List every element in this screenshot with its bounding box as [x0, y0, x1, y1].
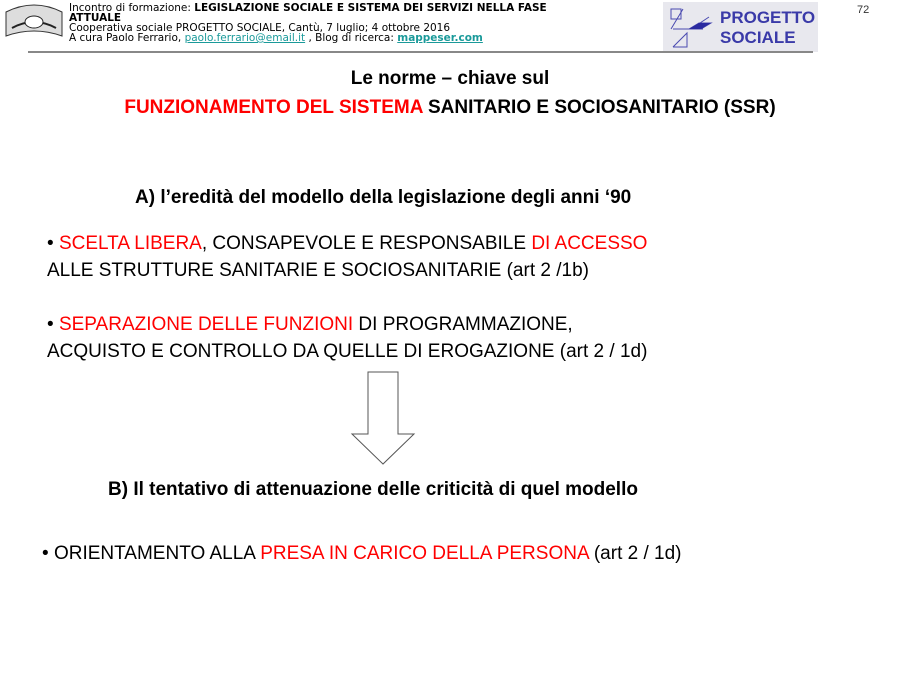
title-line2: [0, 97, 900, 119]
highlight: SCELTA LIBERA: [58, 233, 202, 254]
email-link[interactable]: paolo.ferrario@email.it: [184, 32, 306, 44]
bullet: •: [47, 233, 59, 254]
highlight: DI ACCESSO: [531, 233, 648, 254]
bullet-scelta-cont: ALLE STRUTTURE SANITARIE E SOCIOSANITARIE (art 2 /1b): [47, 260, 589, 281]
logo-text: SOCIALE: [720, 28, 796, 47]
page-number: 72: [857, 4, 870, 16]
header-info: [69, 3, 547, 43]
logo-text: PROGETTO: [720, 8, 816, 27]
course-title-cont: ATTUALE: [69, 12, 122, 24]
title-line1: Le norme – chiave sul: [350, 68, 550, 89]
text: (art 2 / 1d): [588, 543, 682, 564]
handshake-logo-icon: [4, 2, 64, 40]
bullet: •: [42, 543, 54, 564]
blog-label: , Blog di ricerca:: [305, 32, 398, 44]
bullet-scelta: [47, 233, 647, 255]
section-b-heading: B) Il tentativo di attenuazione delle criticità di quel modello: [108, 479, 638, 500]
header-prefix: Incontro di formazione:: [69, 2, 195, 14]
header-divider: [28, 51, 813, 53]
bullet-presa-in-carico: [42, 543, 682, 565]
highlight: SEPARAZIONE DELLE FUNZIONI: [58, 314, 354, 335]
highlight: PRESA IN CARICO DELLA PERSONA: [260, 543, 589, 564]
course-title: LEGISLAZIONE SOCIALE E SISTEMA DEI SERVIZI NELLA FASE: [194, 2, 547, 14]
bullet-separazione-cont: ACQUISTO E CONTROLLO DA QUELLE DI EROGAZIONE (art 2 / 1d): [47, 341, 648, 362]
bullet: •: [47, 314, 59, 335]
logo-mark-icon: [669, 7, 715, 49]
blog-link[interactable]: mappeser.com: [397, 32, 483, 44]
text: ORIENTAMENTO ALLA: [53, 543, 261, 564]
author: A cura Paolo Ferrario,: [69, 32, 185, 44]
title-highlight: FUNZIONAMENTO DEL SISTEMA: [124, 97, 423, 118]
progetto-sociale-logo: [663, 2, 818, 52]
text: DI PROGRAMMAZIONE,: [353, 314, 573, 335]
title-rest: SANITARIO E SOCIOSANITARIO (SSR): [422, 97, 776, 118]
bullet-separazione: [47, 314, 573, 336]
organizer-line: Cooperativa sociale PROGETTO SOCIALE, Cantù, 7 luglio; 4 ottobre 2016: [69, 22, 451, 34]
section-a-heading: A) l’eredità del modello della legislazione degli anni ‘90: [135, 187, 632, 208]
down-arrow-icon: [350, 371, 416, 466]
text: , CONSAPEVOLE E RESPONSABILE: [201, 233, 532, 254]
